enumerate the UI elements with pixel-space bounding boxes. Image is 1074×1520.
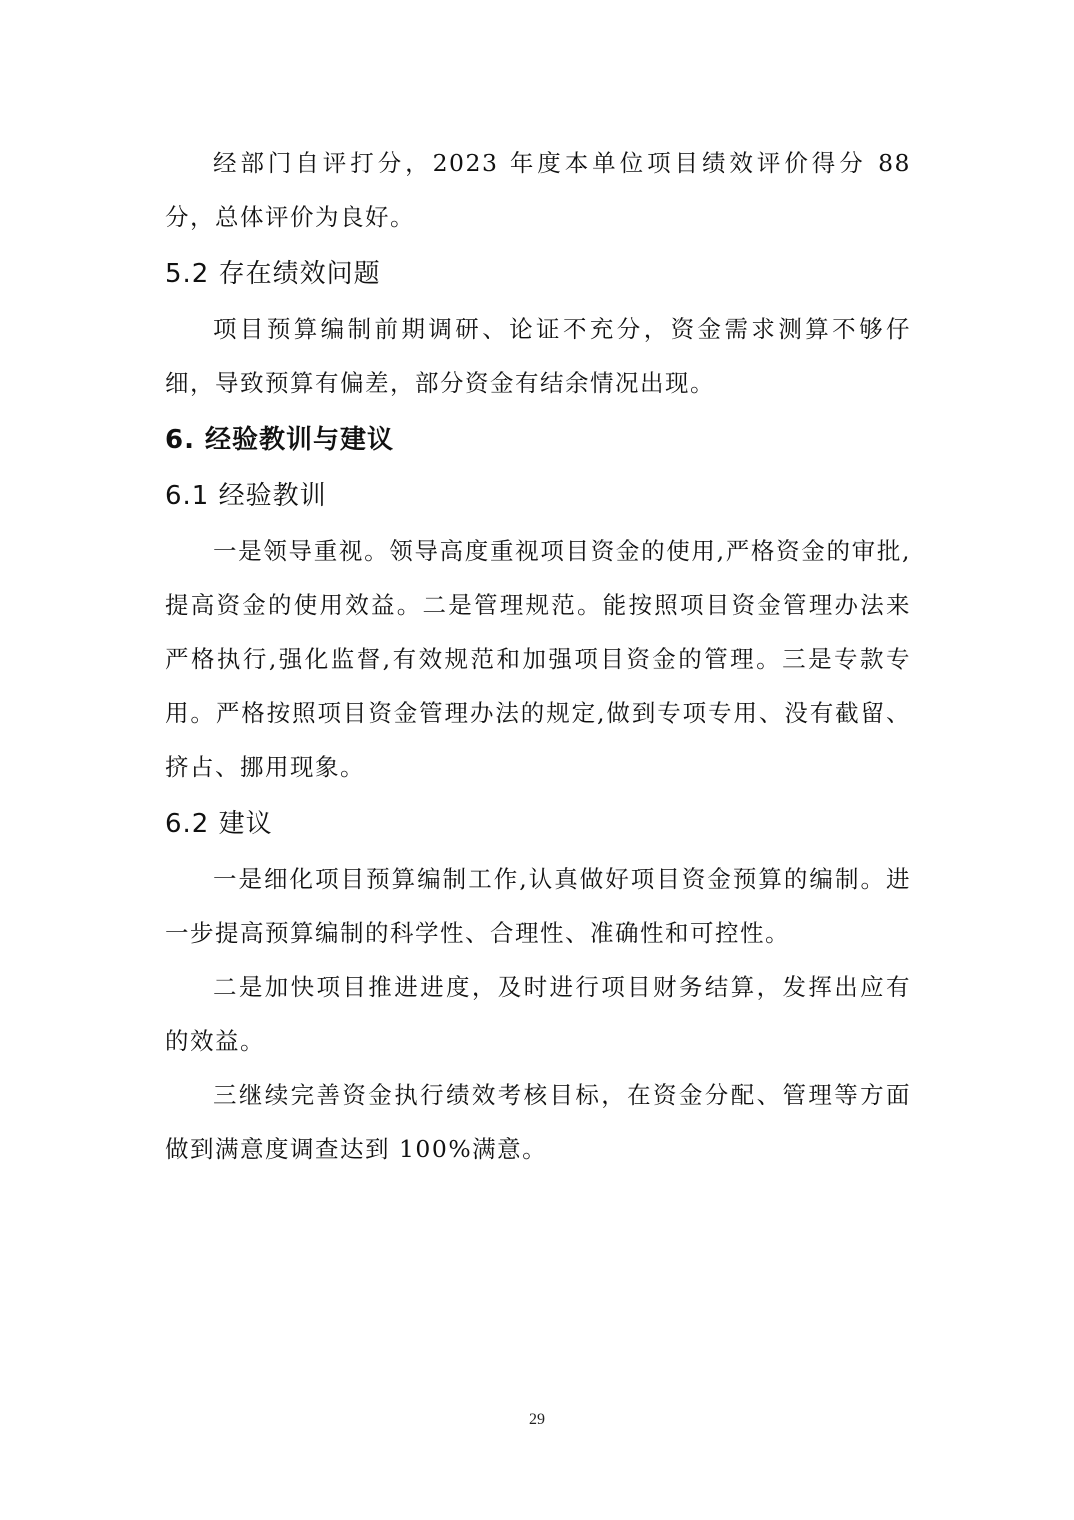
- paragraph-suggestion-1: 一是细化项目预算编制工作,认真做好项目资金预算的编制。进一步提高预算编制的科学性、合理性、准确性和可控性。: [165, 865, 911, 947]
- paragraph-suggestion-3: 三继续完善资金执行绩效考核目标，在资金分配、管理等方面做到满意度调查达到 100%满意。: [165, 1081, 911, 1163]
- page-number: 29: [529, 1411, 545, 1428]
- heading-6-lessons-and-suggestions: 6. 经验教训与建议: [165, 425, 395, 455]
- heading-6-1-lessons: 6.1 经验教训: [165, 481, 327, 511]
- paragraph-lessons: 一是领导重视。领导高度重视项目资金的使用,严格资金的审批,提高资金的使用效益。二是管理规范。能按照项目资金管理办法来严格执行,强化监督,有效规范和加强项目资金的管理。三是专款专用。严格按照项目资金管理办法的规定,做到专项专用、没有截留、挤占、挪用现象。: [165, 537, 911, 781]
- paragraph-performance-issues: 项目预算编制前期调研、论证不充分，资金需求测算不够仔细，导致预算有偏差，部分资金有结余情况出现。: [165, 315, 911, 397]
- paragraph-self-evaluation: 经部门自评打分，2023 年度本单位项目绩效评价得分 88 分，总体评价为良好。: [165, 149, 911, 231]
- heading-5-2-performance-issues: 5.2 存在绩效问题: [165, 259, 381, 289]
- paragraph-suggestion-2: 二是加快项目推进进度，及时进行项目财务结算，发挥出应有的效益。: [165, 973, 911, 1055]
- heading-6-2-suggestions: 6.2 建议: [165, 809, 273, 839]
- document-body: [165, 136, 911, 1176]
